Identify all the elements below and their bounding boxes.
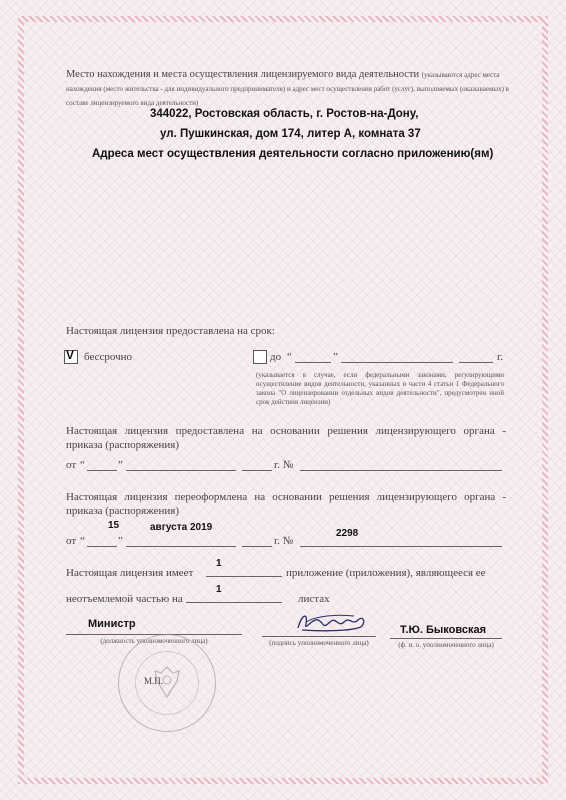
granted-number-field[interactable] — [300, 470, 502, 471]
granted-year-suffix: г. № — [274, 459, 294, 471]
name-line — [390, 638, 502, 639]
location-title — [66, 68, 511, 110]
reissue-from-label: от — [66, 535, 77, 547]
indefinite-checkbox[interactable] — [64, 350, 78, 364]
term-label: Настоящая лицензия предоставлена на срок: — [66, 325, 275, 337]
granted-year-field[interactable] — [242, 470, 272, 471]
reissue-month-year: августа 2019 — [150, 522, 213, 533]
address-line-2: ул. Пушкинская, дом 174, литер А, комната 37 — [160, 128, 421, 140]
checkbox-mark: V — [66, 348, 75, 362]
granted-open-quote: “ — [80, 459, 85, 471]
reissue-day-field[interactable] — [87, 546, 117, 547]
granted-month-field[interactable] — [126, 470, 236, 471]
until-checkbox[interactable] — [253, 350, 267, 364]
reissue-close-quote: ” — [118, 535, 123, 547]
sheets-count: 1 — [216, 584, 222, 595]
sheets-label: листах — [298, 593, 330, 605]
address-line-3: Адреса мест осуществления деятельности согласно приложению(ям) — [92, 148, 494, 160]
until-month-field[interactable] — [341, 362, 453, 363]
location-title-text: Место нахождения и места осуществления лицензируемого вида деятельности — [66, 69, 420, 80]
reissue-month-field[interactable] — [126, 546, 236, 547]
granted-text: Настоящая лицензия предоставлена на основании решения лицензирующего органа - приказа (распоряжения) — [66, 425, 506, 451]
reissue-year-field[interactable] — [242, 546, 272, 547]
official-stamp — [118, 634, 216, 732]
stamp-label: М.П. — [144, 676, 164, 686]
appendix-has-text: Настоящая лицензия имеет — [66, 567, 194, 579]
reissue-day: 15 — [108, 520, 120, 531]
signer-name: Т.Ю. Быковская — [400, 624, 487, 636]
until-note: (указывается в случае, если федеральными законами, регулирующими осуществление видов деятельности, указанных в части 4 статьи 1 Федерального закона "О лицензировании отдельных видов деятельности", предусмотрен иной срок действия лицензии) — [256, 371, 504, 406]
reissue-open-quote: “ — [80, 535, 85, 547]
until-day-field[interactable] — [295, 362, 331, 363]
appendix-text: приложение (приложения), являющееся ее — [286, 567, 486, 579]
integral-text: неотъемлемой частью на — [66, 593, 183, 605]
indefinite-label: бессрочно — [84, 351, 133, 363]
position-caption: (должность уполномоченного лица) — [100, 637, 208, 645]
granted-from-label: от — [66, 459, 77, 471]
signature-line — [262, 636, 376, 637]
address-line-1: 344022, Ростовская область, г. Ростов-на-Дону, — [150, 108, 419, 120]
until-year-field[interactable] — [459, 362, 493, 363]
location-note: (указываются адрес места нахождения (место жительства - для индивидуального предпринимателя) и адрес мест осуществления работ (услуг), выполняемых (оказываемых) в составе лицензируемого вида деятельности) — [66, 71, 509, 107]
granted-close-quote: ” — [118, 459, 123, 471]
reissue-number: 2298 — [336, 528, 359, 539]
until-year-suffix: г. — [497, 351, 504, 363]
appendix-count: 1 — [216, 558, 222, 569]
granted-day-field[interactable] — [87, 470, 117, 471]
reissue-year-suffix: г. № — [274, 535, 294, 547]
signer-position: Министр — [88, 618, 136, 630]
reissued-text: Настоящая лицензия переоформлена на основании решения лицензирующего органа - приказа (распоряжения) — [66, 491, 506, 517]
sheets-count-field[interactable] — [186, 602, 282, 603]
appendix-count-field[interactable] — [206, 576, 282, 577]
until-open-quote: “ — [287, 351, 292, 363]
until-label: до — [270, 351, 282, 363]
signature-image — [292, 608, 372, 638]
until-close-quote: ” — [333, 351, 338, 363]
signature-caption: (подпись уполномоченного лица) — [269, 639, 369, 647]
name-caption: (ф. и. о. уполномоченного лица) — [398, 641, 494, 649]
reissue-number-field[interactable] — [300, 546, 502, 547]
